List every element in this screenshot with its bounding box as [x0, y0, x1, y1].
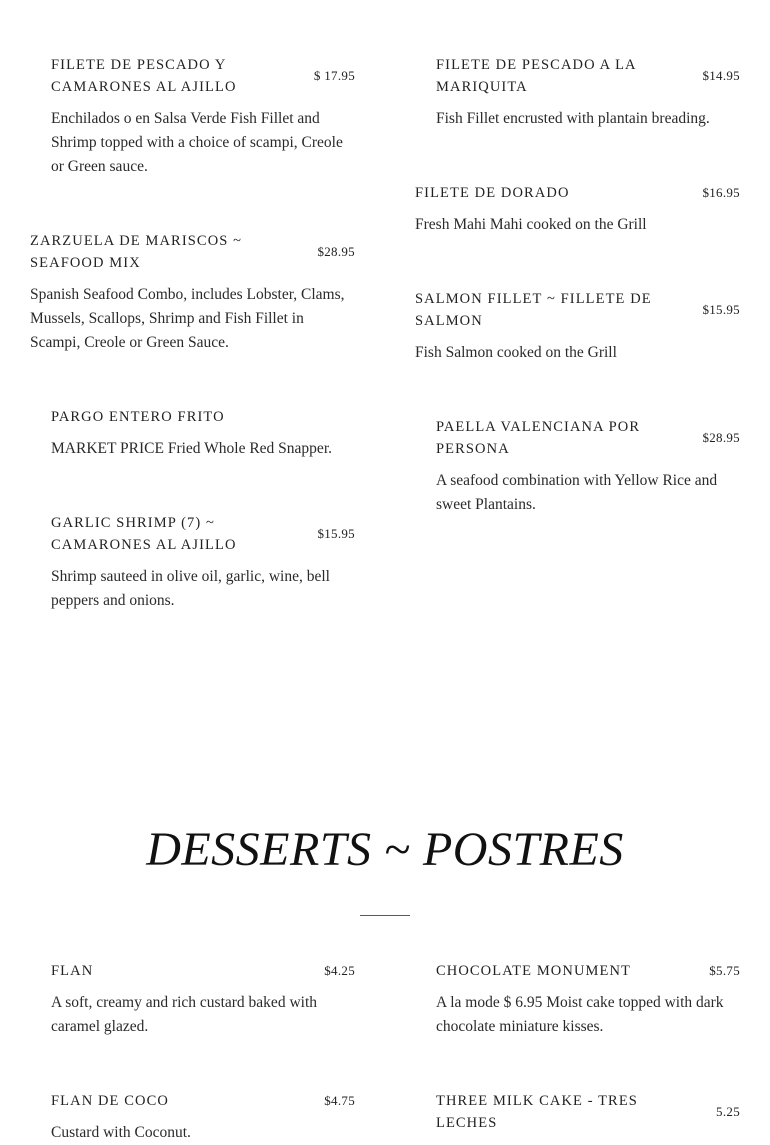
menu-item [51, 406, 355, 466]
menu-item [415, 288, 740, 368]
item-description: Spanish Seafood Combo, includes Lobster, Clams, Mussels, Scallops, Shrimp and Fish Fillet in Scampi, Creole or Green Sauce. [30, 286, 345, 351]
item-price: $4.75 [324, 1093, 355, 1108]
item-description: A la mode $ 6.95 Moist cake topped with dark chocolate miniature kisses. [436, 994, 724, 1035]
item-price: $ 17.95 [313, 68, 355, 83]
item-price: $28.95 [317, 244, 355, 259]
menu-item [415, 182, 740, 242]
item-name: THREE MILK CAKE - TRES LECHES [436, 1093, 638, 1131]
item-description: MARKET PRICE Fried Whole Red Snapper. [51, 440, 332, 457]
item-name: SALMON FILLET ~ FILLETE DE SALMON [415, 291, 652, 329]
item-price: $5.75 [709, 963, 740, 978]
item-description: A soft, creamy and rich custard baked with caramel glazed. [51, 994, 317, 1035]
item-name: PARGO ENTERO FRITO [51, 409, 225, 425]
section-divider [360, 915, 410, 916]
item-name: FILETE DE PESCADO Y CAMARONES AL AJILLO [51, 57, 237, 95]
menu-item [51, 54, 355, 184]
item-price: $16.95 [702, 185, 740, 200]
item-name: GARLIC SHRIMP (7) ~ CAMARONES AL AJILLO [51, 515, 237, 553]
item-name: CHOCOLATE MONUMENT [436, 963, 632, 979]
item-name: FLAN DE COCO [51, 1093, 169, 1109]
item-price: $15.95 [317, 526, 355, 541]
item-description: Fish Salmon cooked on the Grill [415, 344, 617, 361]
item-description: Fresh Mahi Mahi cooked on the Grill [415, 216, 647, 233]
menu-item [30, 230, 355, 360]
menu-item [51, 960, 355, 1050]
item-price: $28.95 [702, 430, 740, 445]
menu-item [436, 416, 740, 526]
item-name: FILETE DE PESCADO A LA MARIQUITA [436, 57, 636, 95]
section-title: DESSERTS ~ POSTRES [146, 823, 624, 876]
item-description: Custard with Coconut. [51, 1124, 191, 1141]
menu-item [436, 54, 740, 134]
item-name: PAELLA VALENCIANA POR PERSONA [436, 419, 641, 457]
item-description: Fish Fillet encrusted with plantain breading. [436, 110, 710, 127]
item-price: $14.95 [702, 68, 740, 83]
item-name: ZARZUELA DE MARISCOS ~ SEAFOOD MIX [30, 233, 243, 271]
menu-item [436, 1090, 740, 1138]
item-name: FILETE DE DORADO [415, 185, 570, 201]
item-price: $15.95 [702, 302, 740, 317]
item-name: FLAN [51, 963, 94, 979]
menu-item [51, 1090, 355, 1141]
item-description: Shrimp sauteed in olive oil, garlic, wine, bell peppers and onions. [51, 568, 330, 609]
item-price: $4.25 [324, 963, 355, 978]
menu-item [436, 960, 740, 1050]
item-description: A seafood combination with Yellow Rice and sweet Plantains. [436, 472, 718, 513]
menu-item [51, 512, 355, 622]
item-description: Enchilados o en Salsa Verde Fish Fillet and Shrimp topped with a choice of scampi, Creole or Green sauce. [51, 110, 343, 175]
item-price: 5.25 [716, 1104, 740, 1119]
